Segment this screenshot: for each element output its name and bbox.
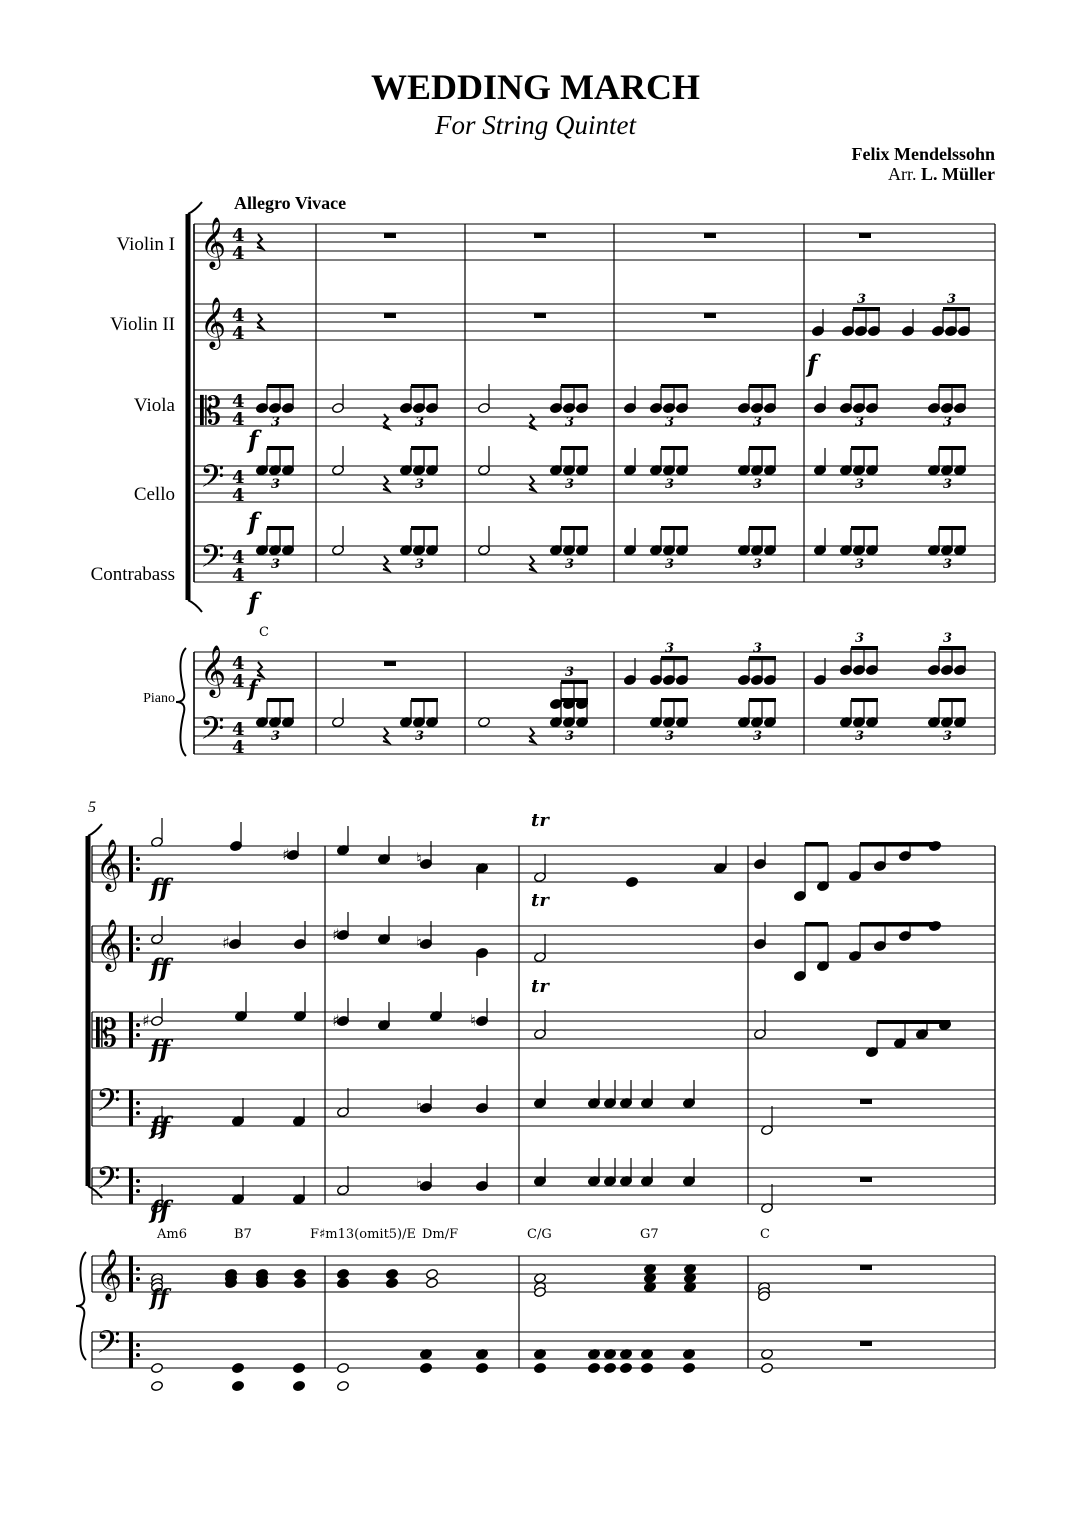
repeat-dot: [136, 1189, 140, 1193]
accidental: ♮: [416, 933, 422, 952]
dynamic-marking: f: [807, 349, 818, 378]
tuplet-number: 3: [565, 415, 575, 430]
notes: [151, 233, 971, 1392]
whole-rest: [704, 233, 716, 238]
notehead: [476, 1362, 489, 1373]
arranger-prefix: Arr.: [888, 164, 917, 184]
tuplet-number: 3: [415, 729, 425, 744]
beam: [661, 698, 688, 702]
accidental: ♮: [416, 1097, 422, 1116]
beam: [851, 698, 878, 702]
page-subtitle: For String Quintet: [435, 110, 636, 140]
tuplet-number: 3: [415, 415, 425, 430]
tuplet-number: 3: [665, 729, 675, 744]
beam: [749, 384, 776, 388]
instrument-label-viola: Viola: [133, 395, 175, 416]
tuplet-number: 3: [753, 415, 763, 430]
tuplet-number: 3: [565, 665, 575, 680]
beam: [805, 922, 828, 926]
instrument-label-contrabass: Contrabass: [90, 564, 175, 585]
dynamic-marking: f: [248, 425, 259, 454]
beam: [267, 446, 294, 450]
beam: [943, 307, 970, 311]
dynamic-marking: ff: [150, 873, 170, 902]
whole-rest: [860, 1341, 872, 1346]
quarter-rest: [383, 414, 389, 429]
repeat-dot: [136, 867, 140, 871]
tuplet-number: 3: [943, 415, 953, 430]
beam: [661, 656, 688, 660]
tuplet-number: 3: [855, 415, 865, 430]
trill-marking: tr: [531, 890, 549, 911]
clef: 𝄢: [200, 710, 225, 754]
accidental: ♯: [142, 1011, 150, 1030]
clef: 𝄞: [96, 839, 123, 890]
notehead: [604, 1362, 617, 1373]
whole-rest: [860, 1265, 872, 1270]
whole-rest: [704, 313, 716, 318]
notehead: [426, 1277, 439, 1288]
beam: [267, 698, 294, 702]
beam: [853, 307, 880, 311]
tuplet-number: 3: [857, 292, 867, 307]
beam: [939, 698, 966, 702]
whole-rest: [384, 313, 396, 318]
dynamic-marking: ff: [150, 953, 170, 982]
time-signature: 4: [232, 243, 245, 264]
accidental: ♯: [332, 1011, 340, 1030]
tuplet-number: 3: [943, 557, 953, 572]
trill-marking: tr: [531, 810, 549, 831]
beam: [939, 446, 966, 450]
piano-brace: [176, 648, 186, 756]
tuplet-number: 3: [565, 557, 575, 572]
time-signature: 4: [232, 305, 245, 326]
barlines: [92, 224, 995, 1368]
trill-marking: tr: [531, 976, 549, 997]
clef: 𝄢: [96, 1160, 121, 1204]
beam: [939, 646, 966, 650]
tuplet-number: 3: [665, 415, 675, 430]
time-signature: 4: [232, 737, 245, 758]
time-signature: 4: [232, 391, 245, 412]
clef: 𝄞: [200, 217, 227, 268]
tuplet-number: 3: [753, 477, 763, 492]
tuplet-number: 3: [415, 477, 425, 492]
clef: 𝄢: [96, 1082, 121, 1126]
time-signature: 4: [232, 671, 245, 692]
tuplet-number: 3: [855, 729, 865, 744]
accidental: ♮: [416, 849, 422, 868]
page-title: WEDDING MARCH: [371, 67, 700, 107]
repeat-dot: [136, 1353, 140, 1357]
beam: [411, 446, 438, 450]
tuplet-number: 3: [943, 477, 953, 492]
beam: [851, 446, 878, 450]
beam: [860, 922, 940, 926]
instrument-label-cello: Cello: [133, 484, 175, 505]
dynamic-marking: f: [248, 587, 259, 616]
beam: [267, 384, 294, 388]
beam: [860, 842, 940, 846]
accidental: ♯: [332, 925, 340, 944]
tuplet-number: 3: [271, 415, 281, 430]
repeat-dot: [136, 1111, 140, 1115]
notehead: [337, 1362, 350, 1373]
tempo-marking: Allegro Vivace: [234, 193, 347, 213]
notehead: [761, 1362, 774, 1373]
repeat-dot: [136, 857, 140, 861]
beam: [851, 646, 878, 650]
clef: 𝄢: [96, 1324, 121, 1368]
instrument-label-violin-2: Violin II: [110, 314, 175, 335]
time-signature: 4: [232, 323, 245, 344]
time-signature: 4: [232, 485, 245, 506]
beam: [851, 384, 878, 388]
whole-rest: [860, 1099, 872, 1104]
beam: [661, 526, 688, 530]
clef: 𝄞: [200, 297, 227, 348]
tuplet-number: 3: [271, 557, 281, 572]
repeat-dot: [136, 1101, 140, 1105]
notehead: [151, 1362, 164, 1373]
repeat-dot: [136, 1277, 140, 1281]
repeat-dot: [136, 937, 140, 941]
repeat-dot: [136, 1023, 140, 1027]
beam: [661, 446, 688, 450]
beam: [939, 384, 966, 388]
dynamic-marking: f: [248, 507, 259, 536]
time-signature: 4: [232, 719, 245, 740]
dynamic-marking: ff: [150, 1285, 169, 1311]
tuplet-number: 3: [665, 557, 675, 572]
notehead: [337, 1277, 350, 1288]
dynamic-marking: f: [248, 676, 258, 702]
tuplet-number: 3: [665, 477, 675, 492]
repeat-dot: [136, 1343, 140, 1347]
tuplet-number: 3: [943, 631, 953, 646]
dynamic-marking: ff: [150, 1034, 170, 1063]
clef: 𝄡: [96, 1011, 118, 1055]
staff-lines: [92, 224, 995, 1368]
repeat-dot: [136, 1033, 140, 1037]
beam: [851, 526, 878, 530]
notehead: [641, 1362, 654, 1373]
beam: [561, 446, 588, 450]
beam: [661, 384, 688, 388]
time-signature: 4: [232, 565, 245, 586]
whole-rest: [859, 233, 871, 238]
instrument-label-piano: Piano: [143, 691, 175, 706]
notehead: [683, 1362, 696, 1373]
notehead: [626, 876, 639, 887]
notehead: [151, 1380, 164, 1391]
repeat-dot: [136, 947, 140, 951]
notehead: [386, 1268, 399, 1279]
notehead: [294, 1268, 307, 1279]
chord-symbol: B7: [234, 1227, 252, 1242]
tuplet-number: 3: [415, 557, 425, 572]
beam: [749, 526, 776, 530]
whole-rest: [534, 313, 546, 318]
notehead: [588, 1362, 601, 1373]
tuplet-number: 3: [947, 292, 957, 307]
beam: [805, 842, 828, 846]
tuplet-number: 3: [855, 477, 865, 492]
notehead: [337, 1380, 350, 1391]
notehead: [293, 1362, 306, 1373]
whole-rest: [384, 661, 396, 666]
notehead: [534, 1362, 547, 1373]
beam: [267, 526, 294, 530]
tuplet-number: 3: [943, 729, 953, 744]
notehead: [620, 1362, 633, 1373]
chord-symbol: C/G: [527, 1227, 552, 1242]
beam: [561, 680, 588, 684]
quarter-rest: [529, 414, 535, 429]
time-signature: 4: [232, 547, 245, 568]
notehead: [232, 1362, 245, 1373]
clef: 𝄞: [200, 645, 227, 696]
measure-number: 5: [88, 799, 96, 816]
tuplet-number: 3: [753, 641, 763, 656]
piano-brace: [76, 1252, 86, 1360]
clef: 𝄞: [96, 919, 123, 970]
beam: [561, 384, 588, 388]
tuplet-number: 3: [855, 557, 865, 572]
time-signature: 4: [232, 409, 245, 430]
clef: 𝄢: [200, 458, 225, 502]
beam: [561, 526, 588, 530]
clef: 𝄞: [96, 1249, 123, 1300]
tuplet-number: 3: [565, 477, 575, 492]
notehead: [386, 1277, 399, 1288]
accidental: ♯: [282, 845, 290, 864]
accidental: ♮: [470, 1011, 476, 1030]
notehead: [426, 1268, 439, 1279]
whole-rest: [534, 233, 546, 238]
tuplet-number: 3: [271, 729, 281, 744]
chord-symbol: Dm/F: [422, 1227, 459, 1242]
chord-symbol: C: [760, 1227, 770, 1242]
instrument-label-violin-1: Violin I: [116, 234, 175, 255]
tuplet-number: 3: [753, 729, 763, 744]
repeat-dot: [136, 1179, 140, 1183]
beam: [411, 698, 438, 702]
notehead: [337, 1268, 350, 1279]
arranger-name: L. Müller: [921, 164, 995, 184]
notehead: [294, 1277, 307, 1288]
tuplet-number: 3: [855, 631, 865, 646]
repeat-dot: [136, 1267, 140, 1271]
whole-rest: [384, 233, 396, 238]
chord-symbol: G7: [640, 1227, 659, 1242]
beam: [749, 656, 776, 660]
clef: 𝄡: [200, 389, 222, 433]
tuplet-number: 3: [271, 477, 281, 492]
tuplet-number: 3: [753, 557, 763, 572]
beam: [939, 526, 966, 530]
whole-rest: [860, 1177, 872, 1182]
tuplet-number: 3: [665, 641, 675, 656]
chord-symbol: F♯m13(omit5)/E: [310, 1227, 416, 1242]
notehead: [232, 1380, 245, 1391]
dynamic-marking: ff: [150, 1111, 170, 1140]
beam: [749, 698, 776, 702]
beam: [411, 526, 438, 530]
notehead: [420, 1362, 433, 1373]
dynamic-marking: ff: [150, 1195, 170, 1224]
accidental: ♮: [416, 1175, 422, 1194]
clef: 𝄢: [200, 538, 225, 582]
beam: [749, 446, 776, 450]
notehead: [293, 1380, 306, 1391]
tuplet-number: 3: [565, 729, 575, 744]
time-signature: 4: [232, 653, 245, 674]
time-signature: 4: [232, 467, 245, 488]
accidental: ♯: [222, 933, 230, 952]
beam: [877, 1020, 950, 1024]
beam: [561, 698, 588, 702]
composer-name: Felix Mendelssohn: [851, 144, 995, 164]
time-signature: 4: [232, 225, 245, 246]
chord-symbol: C: [259, 625, 269, 640]
chord-symbol: Am6: [157, 1227, 187, 1242]
beam: [411, 384, 438, 388]
